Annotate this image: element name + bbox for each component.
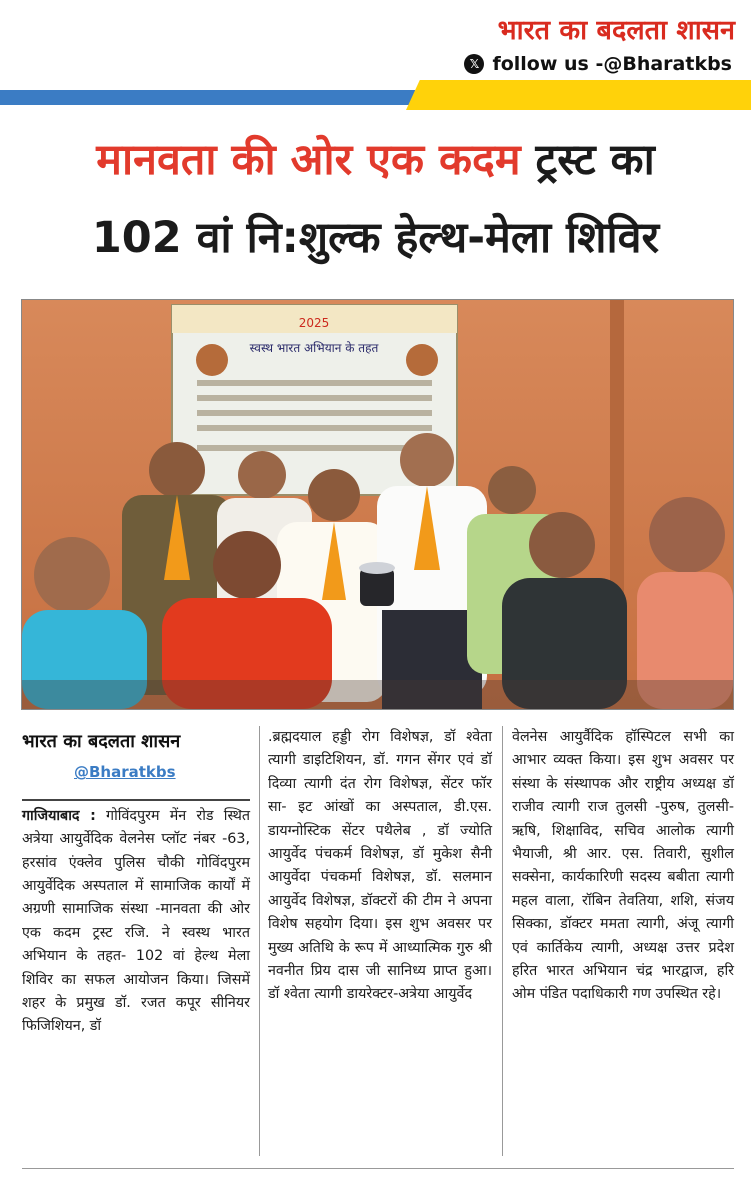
column-divider-2 (502, 726, 503, 1156)
masthead-title: भारत का बदलता शासन (497, 15, 735, 46)
bottom-rule (22, 1168, 734, 1169)
event-photo-illustration (22, 300, 733, 709)
article-column-3: वेलनेस आयुर्वैदिक हॉस्पिटल सभी का आभार व्यक्त किया। इस शुभ अवसर पर संस्था के संस्थापक और राष्ट्रीय अध्यक्ष डॉ राजीव त्यागी राज तुलसी -पुरुष, तुलसी- ऋषि, शिक्षाविद, सचिव आलोक त्यागी भैयाजी, श्री आर. एस. तिवारी, सुशील सक्सेना, कार्यकारिणी सदस्य बबीता त्यागी महल वाला, रॉबिन तेवतिया, शशि, संजय सिक्का, डॉक्टर ममता त्यागी, अंजू त्यागी एवं कार्तिकेय त्यागी, अध्यक्ष उत्तर प्रदेश हरित भारत अभियान चंद्र भारद्वाज, हरि ओम पंडित पदाधिकारी गण उपस्थित रहे। (512, 729, 734, 1003)
byline-paper-name: भारत का बदलता शासन (22, 731, 181, 752)
headline-line-1 (0, 128, 751, 192)
byline-handle[interactable]: @Bharatkbs (74, 763, 176, 782)
follow-text[interactable]: follow us -@Bharatkbs (492, 53, 732, 75)
byline-divider (22, 799, 250, 801)
headline-trust-name: मानवता की ओर एक कदम (96, 135, 521, 185)
follow-line (412, 50, 732, 78)
column-1-text (22, 805, 250, 1039)
column-1-body: गोविंदपुरम मेंन रोड स्थित अत्रेया आयुर्वेदिक वेलनेस प्लॉट नंबर -63, हरसांव एंक्लेव पुलिस चौकी गोविंदपुरम आयुर्वेदिक अस्पताल में सामाजिक कार्यों में अग्रणी सामाजिक संस्था -मानवता की ओर एक कदम ट्रस्ट रजि. ने स्वस्थ भारत अभियान के तहत- 102 वां हेल्थ मेला शिविर का सफल आयोजन किया। जिसमें शहर के प्रमुख डॉ. रजत कपूर सीनियर फिजिशियन, डॉ (22, 807, 251, 1035)
column-divider-1 (259, 726, 260, 1156)
header-blue-bar (0, 90, 415, 105)
headline (0, 128, 751, 270)
headline-trust-word: ट्रस्ट का (535, 135, 655, 185)
dateline: गाजियाबाद : (22, 807, 96, 824)
article-column-1 (22, 726, 250, 1039)
banner-year: 2025 (298, 316, 330, 330)
event-photo (21, 299, 734, 710)
x-logo-icon[interactable]: 𝕏 (464, 54, 484, 74)
article-body (0, 726, 751, 1166)
headline-line-2: 102 वां नि:शुल्क हेल्थ-मेला शिविर (91, 213, 660, 263)
banner-title: स्वस्थ भारत अभियान के तहत (249, 341, 379, 355)
header-yellow-bar (406, 80, 751, 110)
article-column-2: .ब्रह्मदयाल हड्डी रोग विशेषज्ञ, डॉ श्वेता त्यागी डाइटिशियन, डॉ. गगन सेंगर एवं डॉ दिव्या त्यागी दंत रोग विशेषज्ञ, सेंटर फॉर सा- इट आंखों का अस्पताल, डी.एस. डायग्नोस्टिक सेंटर पथैलेब , डॉ ज्योति आयुर्वेद पंचकर्म विशेषज्ञ, डॉ मुकेश सैनी आयुर्वेदा पंचकर्मा विशेषज्ञ, डॉ. सलमान आयुर्वेद विशेषज्ञ, डॉक्टरों की टीम ने अपना विशेष सहयोग दिया। इस शुभ अवसर पर मुख्य अतिथि के रूप में आध्यात्मिक गुरु श्री नवनीत प्रिय दास जी सानिध्य प्राप्त हुआ। डॉ श्वेता त्यागी डायरेक्टर-अत्रेया आयुर्वेद (268, 729, 492, 1003)
